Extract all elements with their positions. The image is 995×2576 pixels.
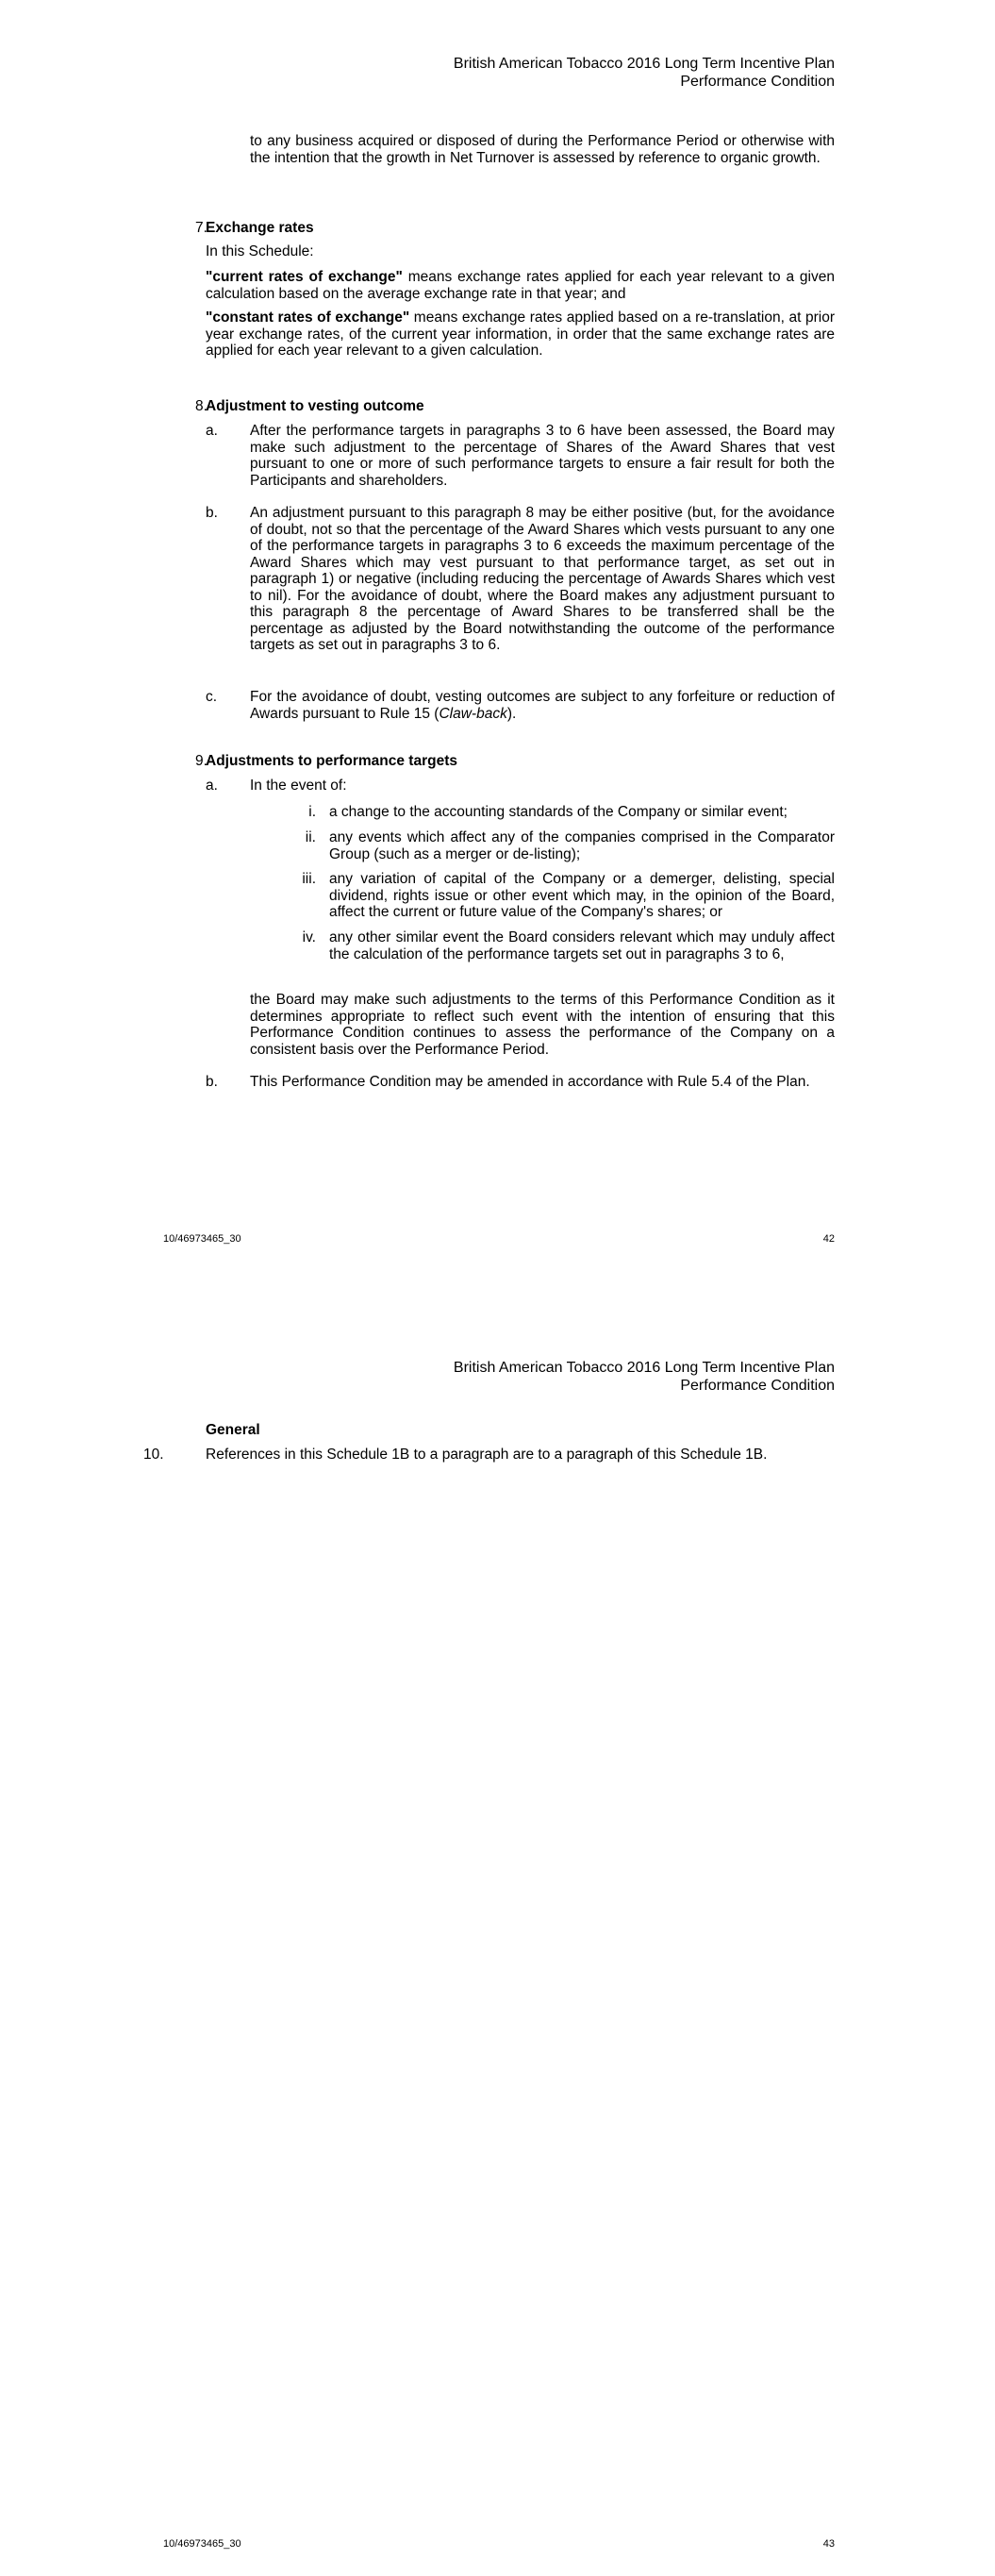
header-title: British American Tobacco 2016 Long Term Incentive Plan [453, 1360, 835, 1376]
section-9-item-label: b. [206, 1074, 218, 1090]
claw-back-term: Claw-back [439, 705, 507, 722]
section-10-text: References in this Schedule 1B to a paragraph are to a paragraph of this Schedule 1B. [206, 1447, 768, 1463]
section-9-heading: Adjustments to performance targets [206, 753, 457, 769]
section-8-number: 8. [195, 398, 207, 414]
section-9-item-b: This Performance Condition may be amended in accordance with Rule 5.4 of the Plan. [250, 1074, 810, 1090]
section-10-number: 10. [143, 1447, 164, 1463]
page-header [363, 55, 835, 91]
section-7-intro: In this Schedule: [206, 243, 314, 259]
section-9-number: 9. [195, 753, 207, 769]
header-subtitle: Performance Condition [680, 1378, 835, 1394]
definition-term: "current rates of exchange" [206, 269, 403, 285]
header-title: British American Tobacco 2016 Long Term Incentive Plan [453, 56, 835, 72]
section-7-number: 7. [195, 220, 207, 236]
definition-current-rates [206, 269, 835, 302]
roman-item-iii: any variation of capital of the Company or a demerger, delisting, special dividend, rights issue or other event which may, in the opinion of the Board, affect the current or future value of the Company's shares; or [329, 871, 835, 920]
definition-term: "constant rates of exchange" [206, 309, 410, 326]
page-number: 43 [822, 2538, 835, 2550]
roman-item-ii: any events which affect any of the companies comprised in the Comparator Group (such as a merger or de-listing); [329, 829, 835, 862]
item-text: For the avoidance of doubt, vesting outcomes are subject to any forfeiture or reduction of Awards pursuant to Rule 15 ( [250, 689, 835, 722]
page-header [363, 1359, 835, 1395]
section-9-item-label: a. [206, 778, 218, 794]
section-8-item-c [250, 689, 835, 722]
section-8-item-label: c. [206, 689, 218, 705]
section-7-heading: Exchange rates [206, 220, 314, 236]
section-8-heading: Adjustment to vesting outcome [206, 398, 424, 414]
roman-label: iv. [302, 929, 316, 945]
roman-label: ii. [305, 829, 316, 845]
section-8-item-label: a. [206, 423, 218, 439]
definition-text: means exchange rates applied for each year relevant to a given calculation based on the average exchange rate in that year; and [206, 269, 835, 302]
roman-item-i: a change to the accounting standards of the Company or similar event; [329, 804, 788, 820]
definition-text: means exchange rates applied based on a re-translation, at prior year exchange rates, of the current year information, in order that the same exchange rates are applied for each year relevant to a given calculation. [206, 309, 835, 359]
footer-reference: 10/46973465_30 [163, 2538, 241, 2550]
general-heading: General [206, 1422, 260, 1438]
roman-item-iv: any other similar event the Board considers relevant which may unduly affect the calculation of the performance targets set out in paragraphs 3 to 6, [329, 929, 835, 962]
continuation-paragraph: to any business acquired or disposed of during the Performance Period or otherwise with the intention that the growth in Net Turnover is assessed by reference to organic growth. [250, 133, 835, 166]
roman-label: i. [308, 804, 316, 820]
section-8-item-label: b. [206, 505, 218, 521]
document-page-43 [0, 1312, 995, 2576]
item-text: ). [506, 705, 517, 722]
section-9-item-a-intro: In the event of: [250, 778, 347, 794]
roman-label: iii. [302, 871, 316, 887]
section-8-item-b: An adjustment pursuant to this paragraph 8 may be either positive (but, for the avoidance of doubt, not so that the percentage of the Award Shares which vests pursuant to any one of the performance targets in paragraphs 3 to 6 exceeds the maximum percentage of the Award Shares which may vest pursuant to that performance target, as set out in paragraph 1) or negative (including reducing the percentage of Awards Shares which vest to nil). For the avoidance of doubt, where the Board makes any adjustment pursuant to this paragraph 8 the percentage of Award Shares to be transferred shall be the percentage as adjusted by the Board notwithstanding the outcome of the performance targets as set out in paragraphs 3 to 6. [250, 505, 835, 653]
definition-constant-rates [206, 309, 835, 360]
page-number: 42 [822, 1233, 835, 1245]
section-8-item-a: After the performance targets in paragraphs 3 to 6 have been assessed, the Board may make such adjustment to the percentage of Shares of the Award Shares that vest pursuant to one or more of such performance targets to ensure a fair result for both the Participants and shareholders. [250, 423, 835, 489]
footer-reference: 10/46973465_30 [163, 1233, 241, 1245]
section-9-item-a-closing: the Board may make such adjustments to the terms of this Performance Condition as it determines appropriate to reflect such event with the intention of ensuring that this Performance Condition continues to assess the performance of the Company on a consistent basis over the Performance Period. [250, 992, 835, 1058]
header-subtitle: Performance Condition [680, 74, 835, 90]
